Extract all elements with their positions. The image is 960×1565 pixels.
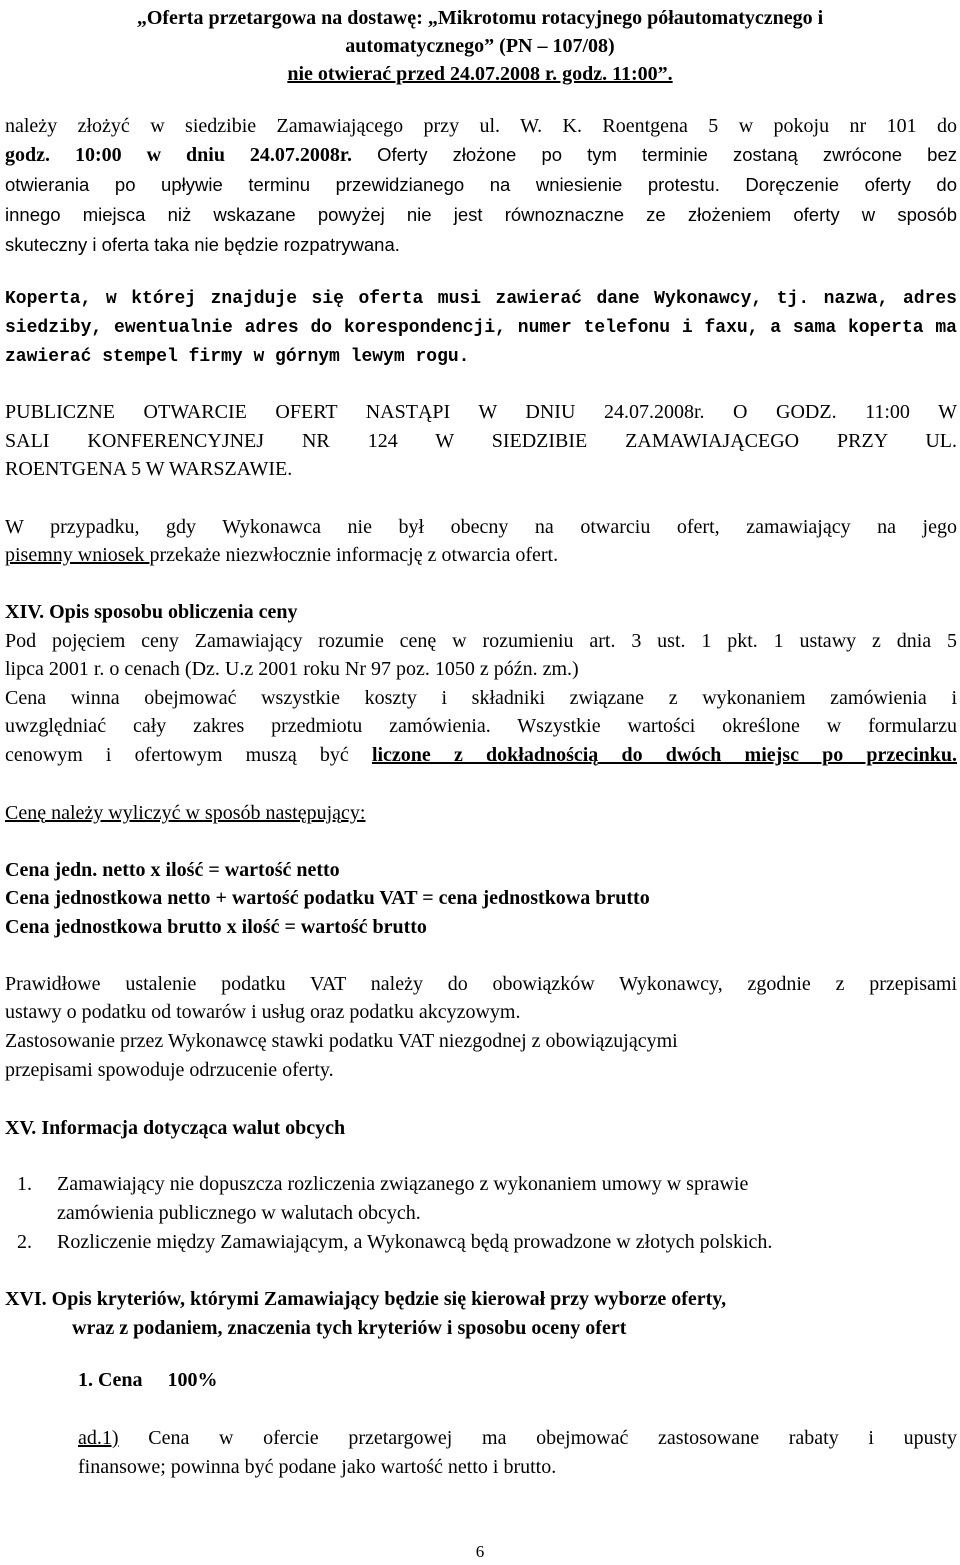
title-line-2: automatycznego” (PN – 107/08) (345, 35, 615, 57)
list-item-1-number: 1. (17, 1173, 32, 1195)
price-line-5: cenowym i ofertowym muszą być liczone z dokładnością do dwóch miejsc po przecinku. (5, 744, 957, 766)
delivery-line-3: otwierania po upływie terminu przewidzianego na wniesienie protestu. Doręczenie oferty do (5, 174, 958, 195)
title-line-1: „Oferta przetargowa na dostawę: „Mikrotomu rotacyjnego półautomatycznego i (136, 7, 824, 29)
ad-1-line-2: finansowe; powinna być podane jako wartość netto i brutto. (78, 1456, 557, 1478)
price-line-2: lipca 2001 r. o cenach (Dz. U.z 2001 roku Nr 97 poz. 1050 z późn. zm.) (5, 658, 579, 680)
opening-line-3: ROENTGENA 5 W WARSZAWIE. (5, 458, 293, 480)
price-line-1: Pod pojęciem ceny Zamawiający rozumie cenę w rozumieniu art. 3 ust. 1 pkt. 1 ustawy z dnia 5 (5, 630, 957, 652)
envelope-line-1: Koperta, w której znajduje się oferta musi zawierać dane Wykonawcy, tj. nazwa, adres (5, 289, 957, 309)
list-item-1-line-1: Zamawiający nie dopuszcza rozliczenia związanego z wykonaniem umowy w sprawie (57, 1173, 749, 1195)
absent-line-1: W przypadku, gdy Wykonawca nie był obecny na otwarciu ofert, zamawiający na jego (5, 516, 957, 538)
vat-line-1: Prawidłowe ustalenie podatku VAT należy do obowiązków Wykonawcy, zgodnie z przepisami (5, 973, 957, 995)
list-item-2-number: 2. (17, 1231, 32, 1253)
section-15-heading: XV. Informacja dotycząca walut obcych (5, 1117, 346, 1139)
delivery-line-1: należy złożyć w siedzibie Zamawiającego przy ul. W. K. Roentgena 5 w pokoju nr 101 do (5, 115, 957, 137)
formula-2: Cena jednostkowa netto + wartość podatku VAT = cena jednostkowa brutto (5, 887, 650, 909)
vat-line-4: przepisami spowoduje odrzucenie oferty. (5, 1059, 334, 1081)
list-item-2: Rozliczenie między Zamawiającym, a Wykonawcą będą prowadzone w złotych polskich. (57, 1231, 773, 1253)
list-item-1-line-2: zamówienia publicznego w walutach obcych. (57, 1202, 421, 1224)
price-line-3: Cena winna obejmować wszystkie koszty i składniki związane z wykonaniem zamówienia i (5, 687, 957, 709)
written-request: pisemny wniosek (5, 544, 150, 566)
formula-1: Cena jedn. netto x ilość = wartość netto (5, 859, 340, 881)
deadline-text: godz. 10:00 w dniu 24.07.2008r. (5, 144, 352, 166)
opening-line-1: PUBLICZNE OTWARCIE OFERT NASTĄPI W DNIU 24.07.2008r. O GODZ. 11:00 W (5, 401, 957, 423)
formula-3: Cena jednostkowa brutto x ilość = wartość brutto (5, 916, 427, 938)
section-16-heading-line-1: XVI. Opis kryteriów, którymi Zamawiający będzie się kierował przy wyborze oferty, (5, 1288, 727, 1310)
ad-1-label: ad.1) (78, 1427, 119, 1449)
vat-line-2: ustawy o podatku od towarów i usług oraz podatku akcyzowym. (5, 1001, 521, 1023)
delivery-line-4: innego miejsca niż wskazane powyżej nie jest równoznaczne ze złożeniem oferty w sposób (5, 204, 957, 225)
delivery-line-2: godz. 10:00 w dniu 24.07.2008r. Oferty złożone po tym terminie zostaną zwrócone bez (5, 144, 957, 166)
criterion-price: 1. Cena 100% (78, 1369, 218, 1391)
price-line-4: uwzględniać cały zakres przedmiotu zamówienia. Wszystkie wartości określone w formularzu (5, 715, 957, 737)
vat-line-3: Zastosowanie przez Wykonawcę stawki podatku VAT niezgodnej z obowiązującymi (5, 1030, 678, 1052)
opening-line-2: SALI KONFERENCYJNEJ NR 124 W SIEDZIBIE ZAMAWIAJĄCEGO PRZY UL. (5, 430, 957, 452)
precision-requirement: liczone z dokładnością do dwóch miejsc po przecinku. (371, 744, 957, 766)
title-line-3: nie otwierać przed 24.07.2008 r. godz. 11:00”. (287, 63, 673, 85)
absent-line-2: pisemny wniosek przekaże niezwłocznie informację z otwarcia ofert. (5, 544, 559, 566)
section-16-heading-line-2: wraz z podaniem, znaczenia tych kryteriów i sposobu oceny ofert (72, 1317, 627, 1339)
section-14-heading: XIV. Opis sposobu obliczenia ceny (5, 601, 298, 623)
envelope-line-3: zawierać stempel firmy w górnym lewym rogu. (5, 347, 470, 367)
page-number: 6 (475, 1542, 485, 1561)
calc-header: Cenę należy wyliczyć w sposób następujący: (5, 802, 366, 824)
ad-1-line-1: ad.1) Cena w ofercie przetargowej ma obejmować zastosowane rabaty i upusty (78, 1427, 957, 1449)
envelope-line-2: siedziby, ewentualnie adres do korespondencji, numer telefonu i faxu, a sama koperta ma (5, 318, 957, 338)
delivery-line-5: skuteczny i oferta taka nie będzie rozpatrywana. (5, 234, 400, 255)
